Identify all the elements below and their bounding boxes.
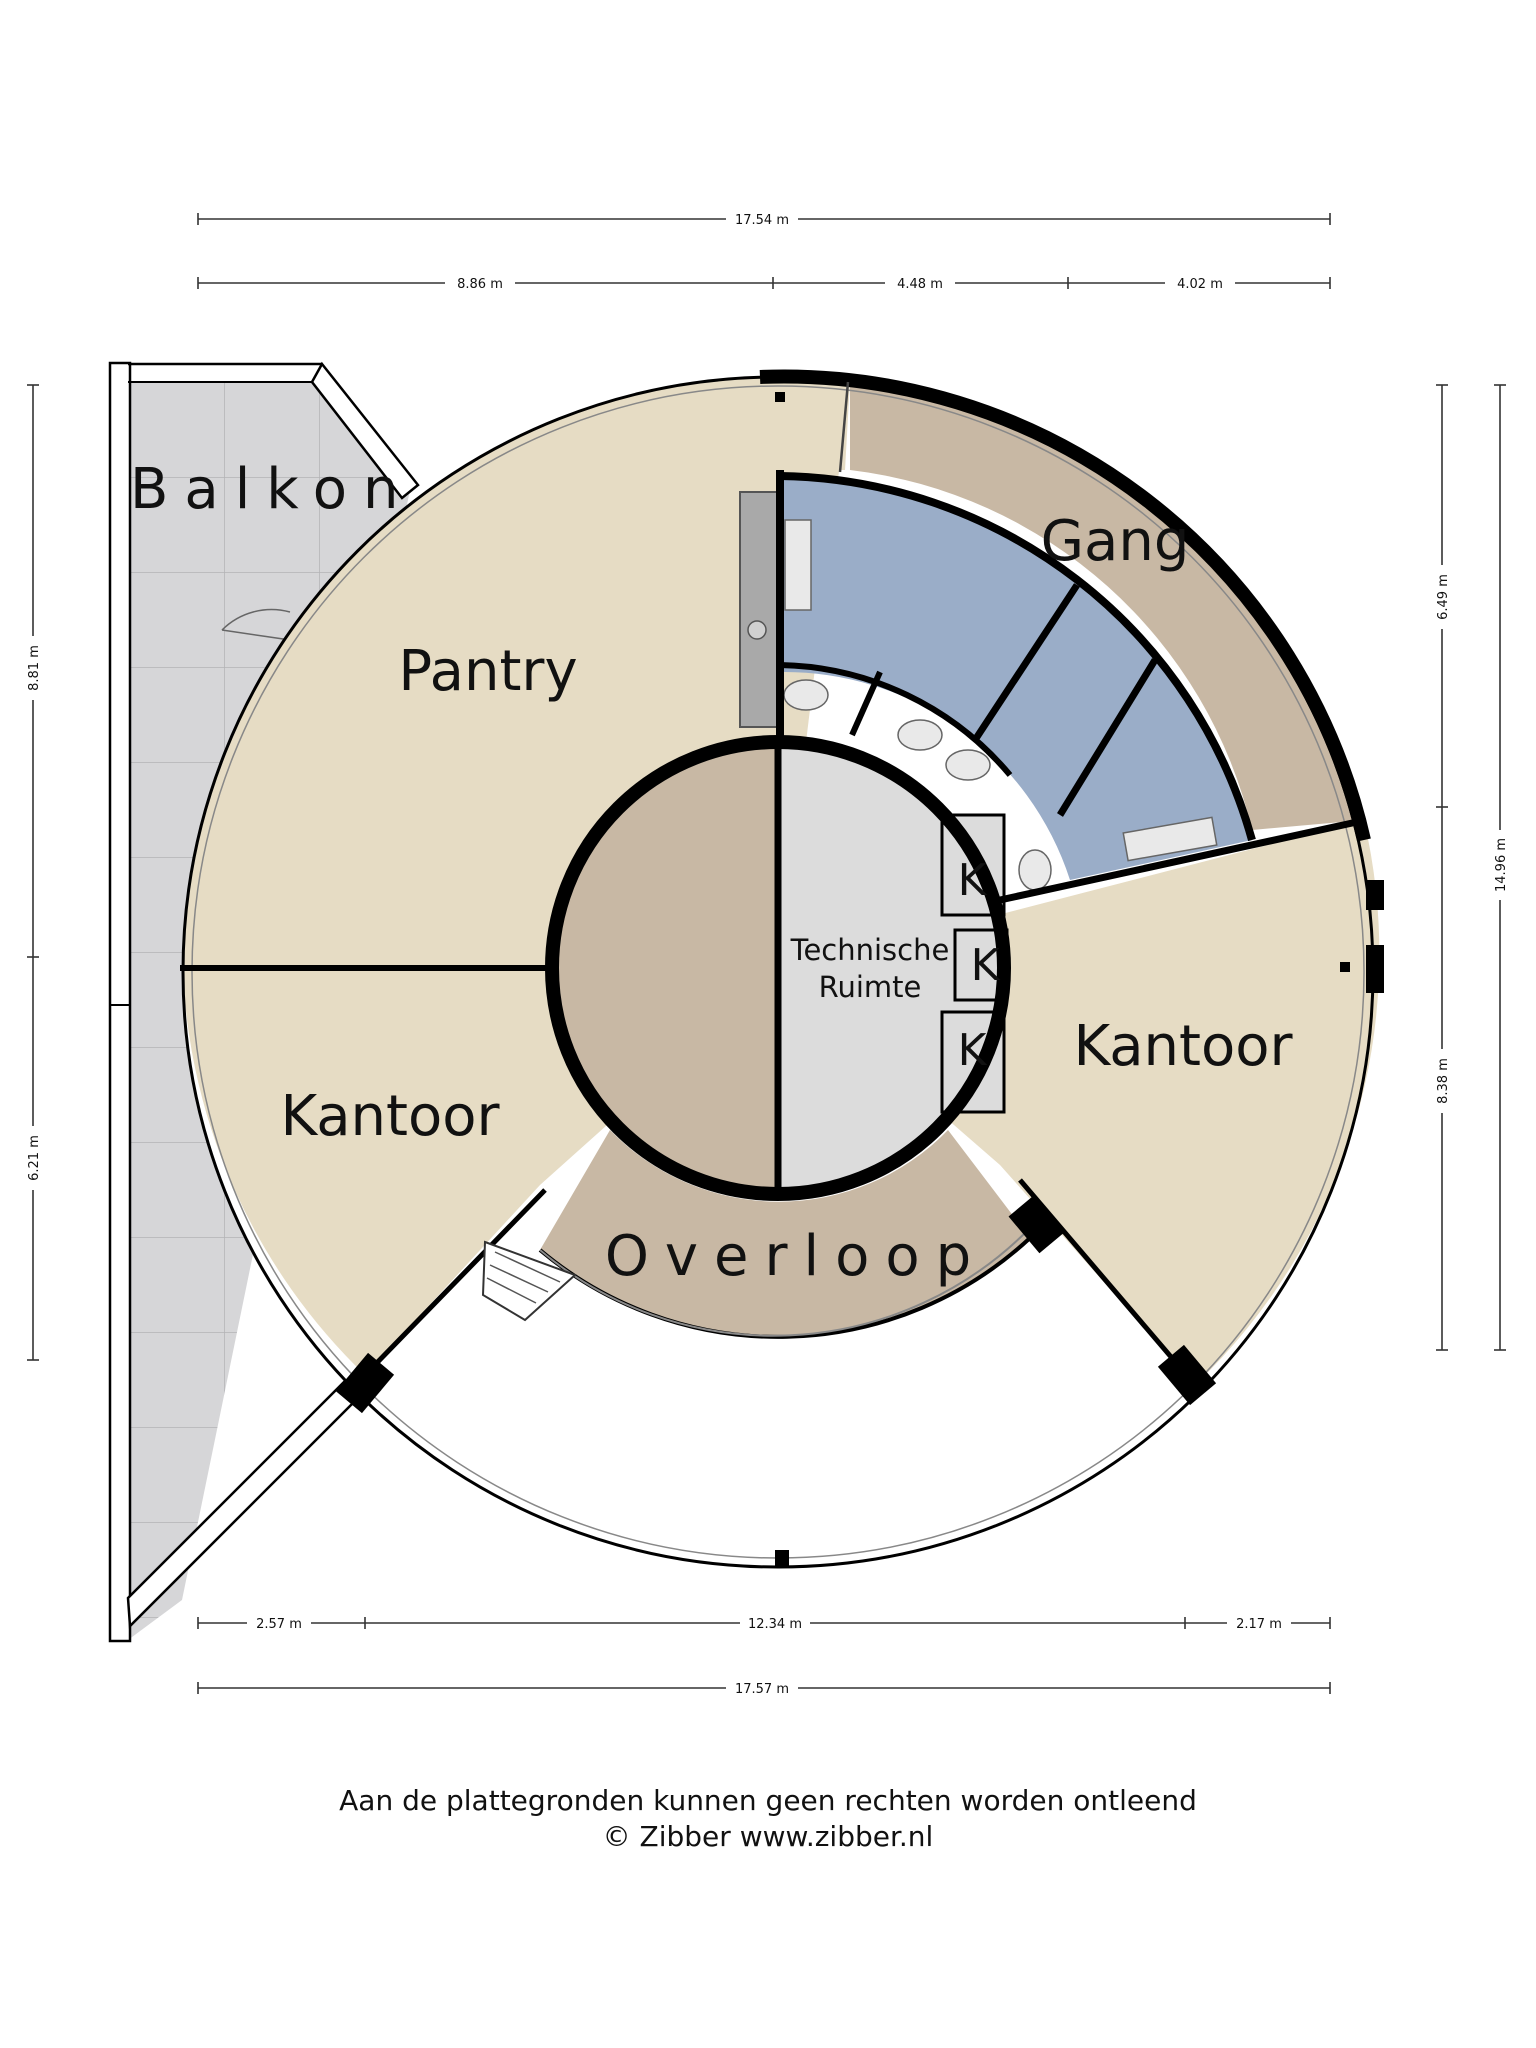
dim-bottom-left: 2.57 m	[256, 1617, 302, 1632]
dim-right-lower: 8.38 m	[1436, 1058, 1451, 1104]
room-label-technische: Technische	[790, 933, 950, 967]
room-label-ruimte: Ruimte	[818, 970, 922, 1004]
kitchen-counter	[740, 492, 782, 727]
footer	[0, 1783, 1536, 1855]
room-label-pantry: Pantry	[398, 639, 578, 704]
dim-top-mid: 4.48 m	[897, 277, 943, 292]
room-label-kantoor-left: Kantoor	[280, 1084, 500, 1149]
dim-top-left: 8.86 m	[457, 277, 503, 292]
dim-top-right: 4.02 m	[1177, 277, 1223, 292]
dim-bottom-total: 17.57 m	[734, 1682, 790, 1697]
building	[180, 377, 1384, 1568]
dim-left-lower: 6.21 m	[27, 1135, 42, 1181]
closet-label-3: K	[957, 1025, 987, 1076]
room-label-balkon: Balkon	[130, 457, 415, 522]
dim-right-total: 14.96 m	[1494, 837, 1509, 893]
room-label-kantoor-right: Kantoor	[1073, 1014, 1293, 1079]
closet-label-1: K	[957, 855, 987, 906]
closet-label-2: K	[970, 940, 1000, 991]
copyright-text: © Zibber www.zibber.nl	[602, 1820, 934, 1853]
room-label-overloop: Overloop	[604, 1224, 988, 1289]
dim-left-upper: 8.81 m	[27, 645, 42, 691]
disclaimer-text: Aan de plattegronden kunnen geen rechten worden ontleend	[339, 1784, 1197, 1817]
room-label-gang: Gang	[1040, 509, 1190, 574]
dim-right-upper: 6.49 m	[1436, 574, 1451, 620]
dim-top-total: 17.54 m	[734, 213, 790, 228]
dim-bottom-mid: 12.34 m	[747, 1617, 803, 1632]
dim-bottom-right: 2.17 m	[1236, 1617, 1282, 1632]
